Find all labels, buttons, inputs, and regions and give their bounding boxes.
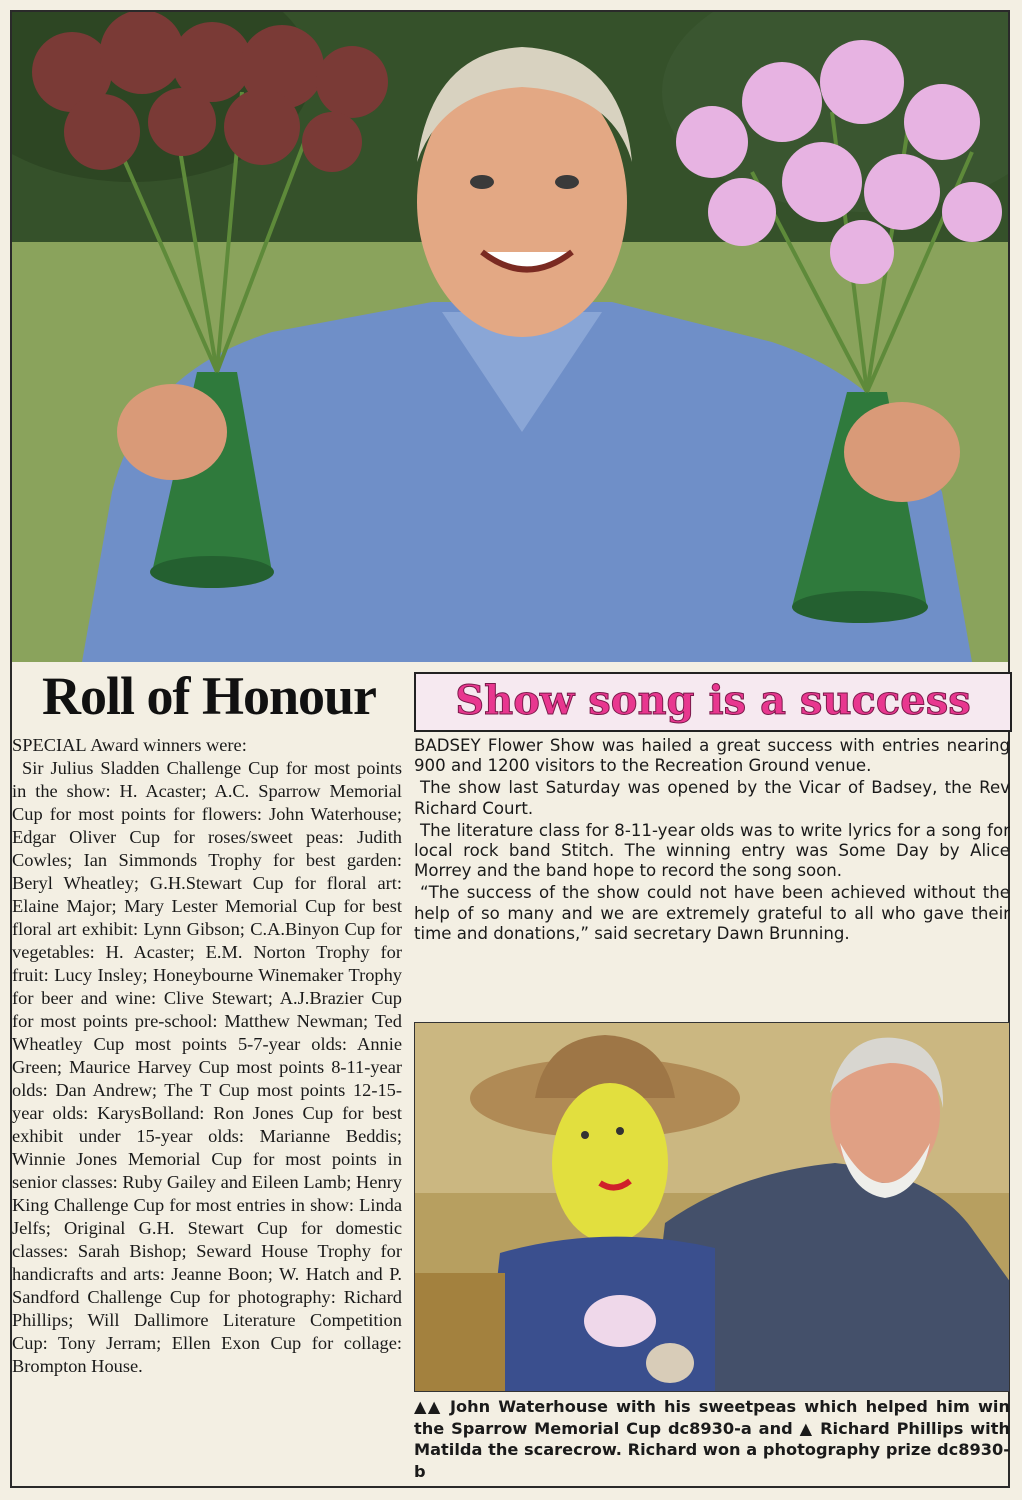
roll-of-honour-column bbox=[12, 734, 402, 1378]
caption-part-2: Richard Phillips with Matilda the scarecrow. Richard won a photography prize dc8930-b bbox=[414, 1418, 1010, 1481]
article-paragraph-2: The show last Saturday was opened by the Vicar of Badsey, the Rev Richard Court. bbox=[414, 778, 1010, 818]
photo-caption bbox=[414, 1396, 1010, 1482]
headline-show-song: Show song is a success bbox=[455, 677, 971, 724]
intro-rest: Award winners were: bbox=[86, 735, 247, 755]
headline-roll-of-honour: Roll of Honour bbox=[41, 666, 377, 726]
scarecrow-photo bbox=[415, 1023, 1010, 1392]
article-paragraph-1: BADSEY Flower Show was hailed a great success with entries nearing 900 and 1200 visitors to the Recreation Ground venue. bbox=[414, 736, 1010, 776]
top-photo bbox=[12, 12, 1008, 662]
intro-lead: SPECIAL bbox=[12, 735, 87, 755]
double-triangle-icon: ▲▲ bbox=[414, 1397, 442, 1416]
triangle-icon: ▲ bbox=[799, 1418, 814, 1438]
caption-part-1: John Waterhouse with his sweetpeas which helped him win the Sparrow Memorial Cup dc8930-a and bbox=[414, 1397, 1010, 1438]
man-holding-sweetpeas-photo bbox=[12, 12, 1008, 662]
headline-box bbox=[414, 672, 1012, 732]
article-column bbox=[414, 736, 1010, 946]
intro-line bbox=[12, 734, 402, 757]
article-paragraph-3: The literature class for 8-11-year olds was to write lyrics for a song for local rock band Stitch. The winning entry was Some Day by Alice Morrey and the band hope to record the song soon. bbox=[414, 820, 1010, 881]
bottom-photo bbox=[414, 1022, 1010, 1392]
award-list: Sir Julius Sladden Challenge Cup for most points in the show: H. Acaster; A.C. Sparrow Memorial Cup for most points for flowers: John Waterhouse; Edgar Oliver Cup for roses/sweet peas: Judith Cowles; Ian Simmonds Trophy for best garden: Beryl Wheatley; G.H.Stewart Cup for floral art: Elaine Major; Mary Lester Memorial Cup for best floral art exhibit: Lynn Gibson; C.A.Binyon Cup for vegetables: H. Acaster; E.M. Norton Trophy for fruit: Lucy Insley; Honeybourne Winemaker Trophy for beer and wine: Clive Stewart; A.J.Brazier Cup for most points pre-school: Matthew Newman; Ted Wheatley Cup most points 5-7-year olds: Annie Green; Maurice Harvey Cup most points 8-11-year olds: Dan Andrew; The T Cup most points 12-15-year olds: KarysBolland: Ron Jones Cup for best exhibit under 15-year olds: Marianne Beddis; Winnie Jones Memorial Cup for most points in senior classes: Ruby Gailey and Eileen Lamb; Henry King Challenge Cup for most entries in show: Linda Jelfs; Original G.H. Stewart Cup for domestic classes: Sarah Bishop; Seward House Trophy for handicrafts and arts: Jeanne Boon; W. Hatch and P. Sandford Challenge Cup for photography: Richard Phillips; Will Dallimore Literature Competition Cup: Tony Jerram; Ellen Exon Cup for collage: Brompton House. bbox=[12, 758, 402, 1376]
article-paragraph-4: “The success of the show could not have been achieved without the help of so many and we are extremely grateful to all who gave their time and donations,” said secretary Dawn Brunning. bbox=[414, 883, 1010, 943]
